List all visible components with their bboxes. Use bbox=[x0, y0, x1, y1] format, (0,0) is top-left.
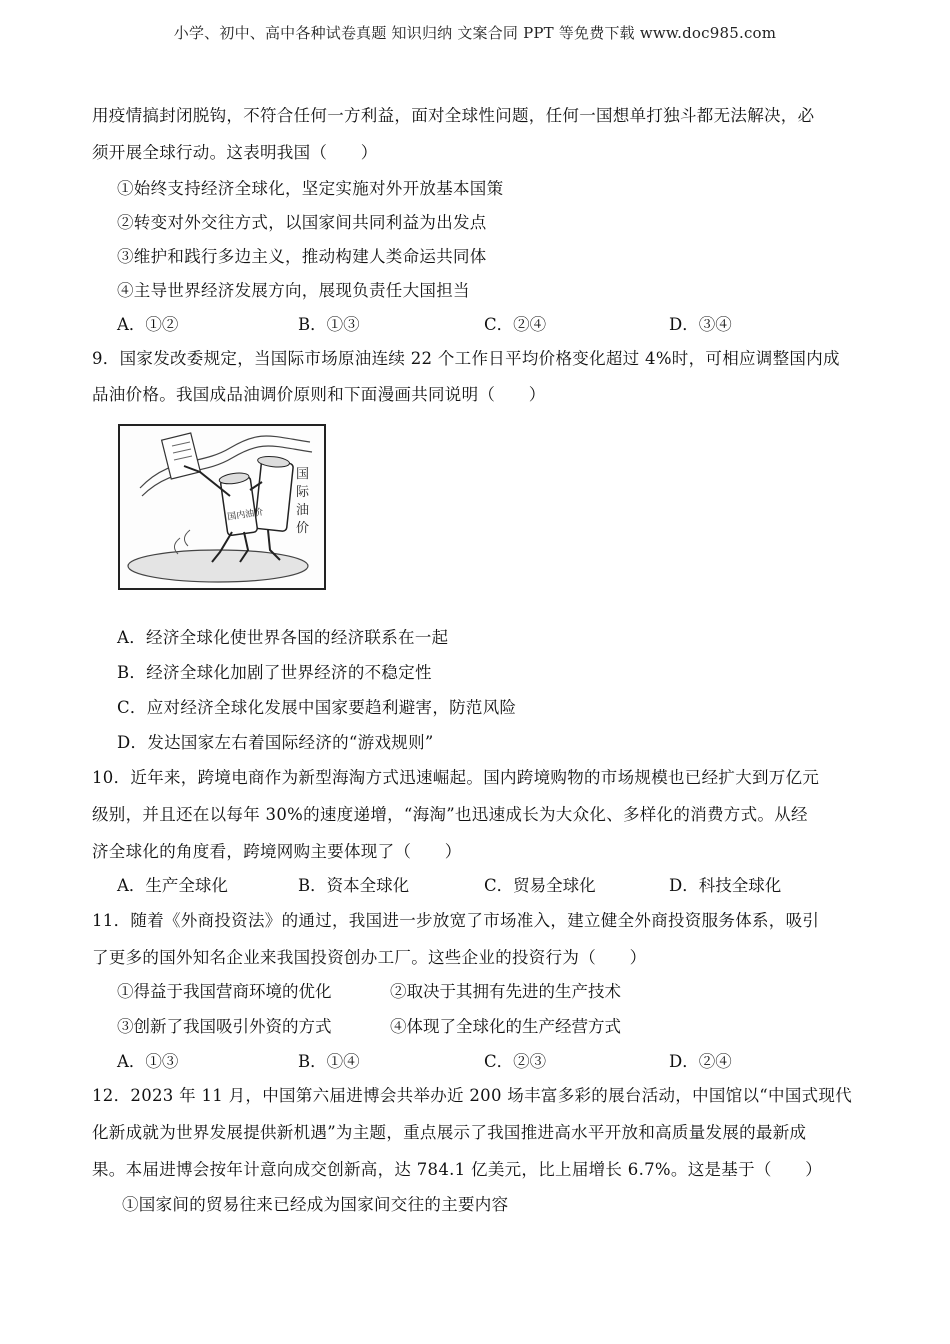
q9-option-d: D．发达国家左右着国际经济的“游戏规则” bbox=[117, 733, 434, 752]
q8-option-d: D．③④ bbox=[669, 315, 732, 334]
q12-stem-line2: 化新成就为世界发展提供新机遇”为主题，重点展示了我国推进高水平开放和高质量发展的最新成 bbox=[92, 1123, 807, 1142]
q12-stem-line3: 果。本届进博会按年计意向成交创新高，达 784.1 亿美元，比上届增长 6.7%。这是基于（ ） bbox=[92, 1160, 823, 1179]
q11-stem-line2: 了更多的国外知名企业来我国投资创办工厂。这些企业的投资行为（ ） bbox=[92, 948, 647, 967]
label-intl-char-4: 价 bbox=[296, 521, 310, 536]
q10-option-a: A．生产全球化 bbox=[117, 876, 228, 895]
page-header: 小学、初中、高中各种试卷真题 知识归纳 文案合同 PPT 等免费下载 www.doc985.com bbox=[173, 24, 777, 42]
q11-option-d: D．②④ bbox=[669, 1052, 732, 1071]
cartoon-figure bbox=[118, 424, 326, 590]
q12-item-1: ①国家间的贸易往来已经成为国家间交往的主要内容 bbox=[122, 1195, 509, 1214]
label-intl-char-2: 际 bbox=[296, 485, 310, 500]
q11-item-3: ③创新了我国吸引外资的方式 bbox=[117, 1017, 332, 1036]
q8-item-4: ④主导世界经济发展方向，展现负责任大国担当 bbox=[117, 281, 470, 300]
q10-stem-line2: 级别，并且还在以每年 30%的速度递增，“海淘”也迅速成长为大众化、多样化的消费方式。从经 bbox=[92, 805, 808, 824]
q8-stem-line1: 用疫情搞封闭脱钩，不符合任何一方利益，面对全球性问题，任何一国想单打独斗都无法解决，必 bbox=[92, 106, 815, 125]
q9-option-c: C．应对经济全球化发展中国家要趋利避害，防范风险 bbox=[117, 698, 517, 717]
label-intl-char-1: 国 bbox=[296, 467, 310, 482]
q8-option-b: B．①③ bbox=[298, 315, 360, 334]
domestic-oil-barrel bbox=[220, 476, 258, 536]
q8-item-2: ②转变对外交往方式，以国家间共同利益为出发点 bbox=[117, 213, 487, 232]
q8-item-3: ③维护和践行多边主义，推动构建人类命运共同体 bbox=[117, 247, 487, 266]
document-sheet bbox=[162, 433, 201, 479]
q11-item-4: ④体现了全球化的生产经营方式 bbox=[390, 1017, 621, 1036]
label-domestic: 国内油价 bbox=[226, 507, 264, 523]
q10-option-d: D．科技全球化 bbox=[669, 876, 782, 895]
cartoon-illustration bbox=[120, 426, 324, 588]
q9-stem-line2: 品油价格。我国成品油调价原则和下面漫画共同说明（ ） bbox=[92, 385, 546, 404]
q12-stem-line1: 12．2023 年 11 月，中国第六届进博会共举办近 200 场丰富多彩的展台活动，中国馆以“中国式现代 bbox=[92, 1086, 853, 1105]
international-oil-barrel bbox=[255, 461, 294, 532]
q9-stem-line1: 9．国家发改委规定，当国际市场原油连续 22 个工作日平均价格变化超过 4%时，可相应调整国内成 bbox=[92, 349, 840, 368]
q11-item-2: ②取决于其拥有先进的生产技术 bbox=[390, 982, 621, 1001]
q8-item-1: ①始终支持经济全球化，坚定实施对外开放基本国策 bbox=[117, 179, 504, 198]
q9-option-a: A．经济全球化使世界各国的经济联系在一起 bbox=[117, 628, 449, 647]
q11-item-1: ①得益于我国营商环境的优化 bbox=[117, 982, 332, 1001]
q8-option-c: C．②④ bbox=[484, 315, 547, 334]
q10-stem-line3: 济全球化的角度看，跨境网购主要体现了（ ） bbox=[92, 842, 462, 861]
q10-stem-line1: 10．近年来，跨境电商作为新型海淘方式迅速崛起。国内跨境购物的市场规模也已经扩大到万亿元 bbox=[92, 768, 820, 787]
q10-option-b: B．资本全球化 bbox=[298, 876, 410, 895]
q9-option-b: B．经济全球化加剧了世界经济的不稳定性 bbox=[117, 663, 432, 682]
q10-option-c: C．贸易全球化 bbox=[484, 876, 596, 895]
q8-option-a: A．①② bbox=[117, 315, 179, 334]
q8-stem-line2: 须开展全球行动。这表明我国（ ） bbox=[92, 143, 378, 162]
label-intl-char-3: 油 bbox=[296, 503, 310, 518]
q11-option-a: A．①③ bbox=[117, 1052, 179, 1071]
q11-option-c: C．②③ bbox=[484, 1052, 547, 1071]
q11-stem-line1: 11．随着《外商投资法》的通过，我国进一步放宽了市场准入，建立健全外商投资服务体系，吸引 bbox=[92, 911, 820, 930]
q11-option-b: B．①④ bbox=[298, 1052, 360, 1071]
